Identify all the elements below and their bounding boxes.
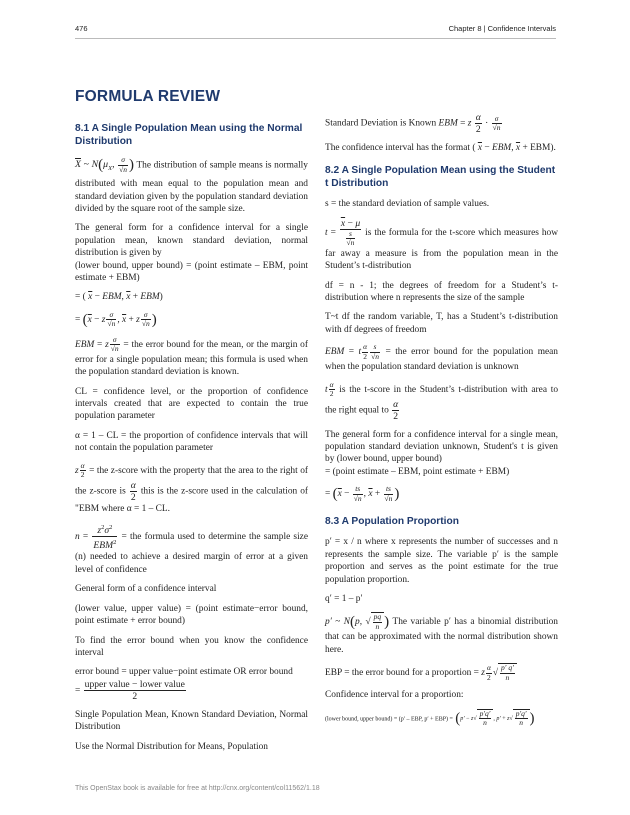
ci-t-formula: = ($\overline{x}$ − $\frac{ts}{√n}$ , $\overline{x}$ + $\frac{ts}{√n}$ ) [325,484,400,503]
error-bound-equation: error bound = upper value−point estimate OR error bound = $\frac{\text{upper value − lower value}}{2}$ [75,667,293,702]
sample-size-definition: n = $\frac{z^2\sigma^2}{EBM^2}$ = the formula used to determine the sample size (n) needed to achieve a desired margin of error at a given level of confidence [75,524,309,575]
right-column [325,112,558,735]
q-prime-definition: q′ = 1 – p′ [325,593,363,604]
section-8-3-heading: 8.3 A Population Proportion [325,516,459,528]
general-form-ci: General form of a confidence interval [75,584,217,595]
p-prime-definition: p′ = x / n where x represents the number of successes and n represents the sample size. The variable p′ is the sample proportion and serves as the point estimate for the true population proportion. [325,537,558,585]
find-error-bound: To find the error bound when you know the confidence interval [75,635,308,658]
ebm-definition: EBM = z $\frac{\sigma}{√n}$ = the error bound for the mean, or the margin of error for a single population mean; this formula is used when the population standard deviation is known. [75,334,308,378]
df-definition: df = n - 1; the degrees of freedom for a Student’s t-distribution where n represents the size of the sample [325,280,558,304]
known-sd-heading: Single Population Mean, Known Standard Deviation, Normal Distribution [75,709,308,733]
alpha-definition: α = 1 – CL = the proportion of confidence intervals that will not contain the population parameter [75,430,308,454]
s-definition: s = the standard deviation of sample values. [325,199,490,210]
footer-note: This OpenStax book is available for free at http://cnx.org/content/col11562/1.18 [75,785,320,792]
ebm-t-formula: EBM = t $\frac{\alpha}{2}$ $\frac{s}{√n}$ = the error bound for the population mean when the population standard deviation is unknown [325,342,558,373]
t-score-area-definition: t $\frac{\alpha}{2}$ is the t-score in the Student’s t-distribution with area to the right equal to $\frac{\alpha}{2}$ [325,379,559,422]
use-normal-distribution: Use the Normal Distribution for Means, Population [75,741,268,752]
sd-known-formula: Standard Deviation is Known EBM = z $\frac{\alpha}{2}$ · $\frac{\sigma}{√n}$ [325,112,501,135]
section-8-2-heading: 8.2 A Single Population Mean using the Student t Distribution [325,165,556,190]
binomial-approximation: p′ ~ N(p, √ $\frac{pq}{n}$ ) The variable p′ has a binomial distribution that can be approximated with the normal distribution shown here. [325,612,558,655]
general-form-ci-equation: (lower value, upper value) = (point estimate−error bound, point estimate + error bound) [75,603,308,627]
ci-proportion-formula: (lower bound, upper bound) = (p′ – EBP, p′ + EBP) = (p′ − z√ $\frac{p'q'}{n}$ , p′ + z√ $\frac{p'q'}{n}$ ) [325,708,535,728]
header-rule [75,38,556,39]
page-number: 476 [75,24,88,33]
chapter-title: Chapter 8 | Confidence Intervals [448,24,556,33]
ci-formula-1: = ( $\overline{x}$ − EBM, $\overline{x} + EBM$) [75,292,163,303]
ebp-formula: EBP = the error bound for a proportion = z $\frac{\alpha}{2}$ √ $\frac{p' q'}{n}$ [325,663,558,682]
cl-definition: CL = confidence level, or the proportion of confidence intervals created that are expected to contain the true population parameter [75,386,308,422]
page-title: FORMULA REVIEW [75,88,221,105]
left-column [75,122,308,760]
sample-mean-distribution: $\overline{X}$ ~ $N(\mu_X$, $\frac{\sigma}{√n}$ ) The distribution of sample means is normally distributed with mean equal to the population mean and standard deviation given by the population standard deviation divided by the square root of the sample size. [75,155,308,215]
t-score-formula: t = $\frac{\overline{x} - \mu}{\frac{s}{√n}}$ is the formula for the t-score which measures how far away a measure is from the population mean in the Student’s t-distribution [325,217,559,272]
xbar-distribution-formula: $\overline{X}$ ~ $N(\mu_X$, $\frac{\sigma}{√n}$ ) [75,155,135,174]
ci-formula-2: = ($\overline{x} - z$ $\frac{\sigma}{√n}$ , $\overline{x} + z$ $\frac{\sigma}{√n}$ ) [75,309,157,329]
general-form-t: The general form for a confidence interval for a single mean, population standard deviation unknown, Student's t is given by (lower bound, upper bound) = (point estimate – EBM, point estimate + EBM) [325,429,558,477]
section-8-1-heading: 8.1 A Single Population Mean using the Normal Distribution [75,123,303,147]
ci-proportion-label: Confidence interval for a proportion: [325,690,464,701]
z-score-definition: z $\frac{\alpha}{2}$ = the z-score with the property that the area to the right of the z-score is $\frac{\alpha}{2}$ this is the z-score used in the calculation of "EBM where α = 1 – CL. [75,460,309,514]
ci-format: The confidence interval has the format ( $\overline{x}$ − EBM, $\overline{x} + EBM$). [325,143,556,153]
general-form-known-sd: The general form for a confidence interval for a single population mean, known standard deviation, normal distribution is given by (lower bound, upper bound) = (point estimate – EBM, point estimate + EBM) [75,223,308,284]
t-distribution-definition: T~t df the random variable, T, has a Student’s t-distribution with df degrees of freedom [325,312,558,335]
